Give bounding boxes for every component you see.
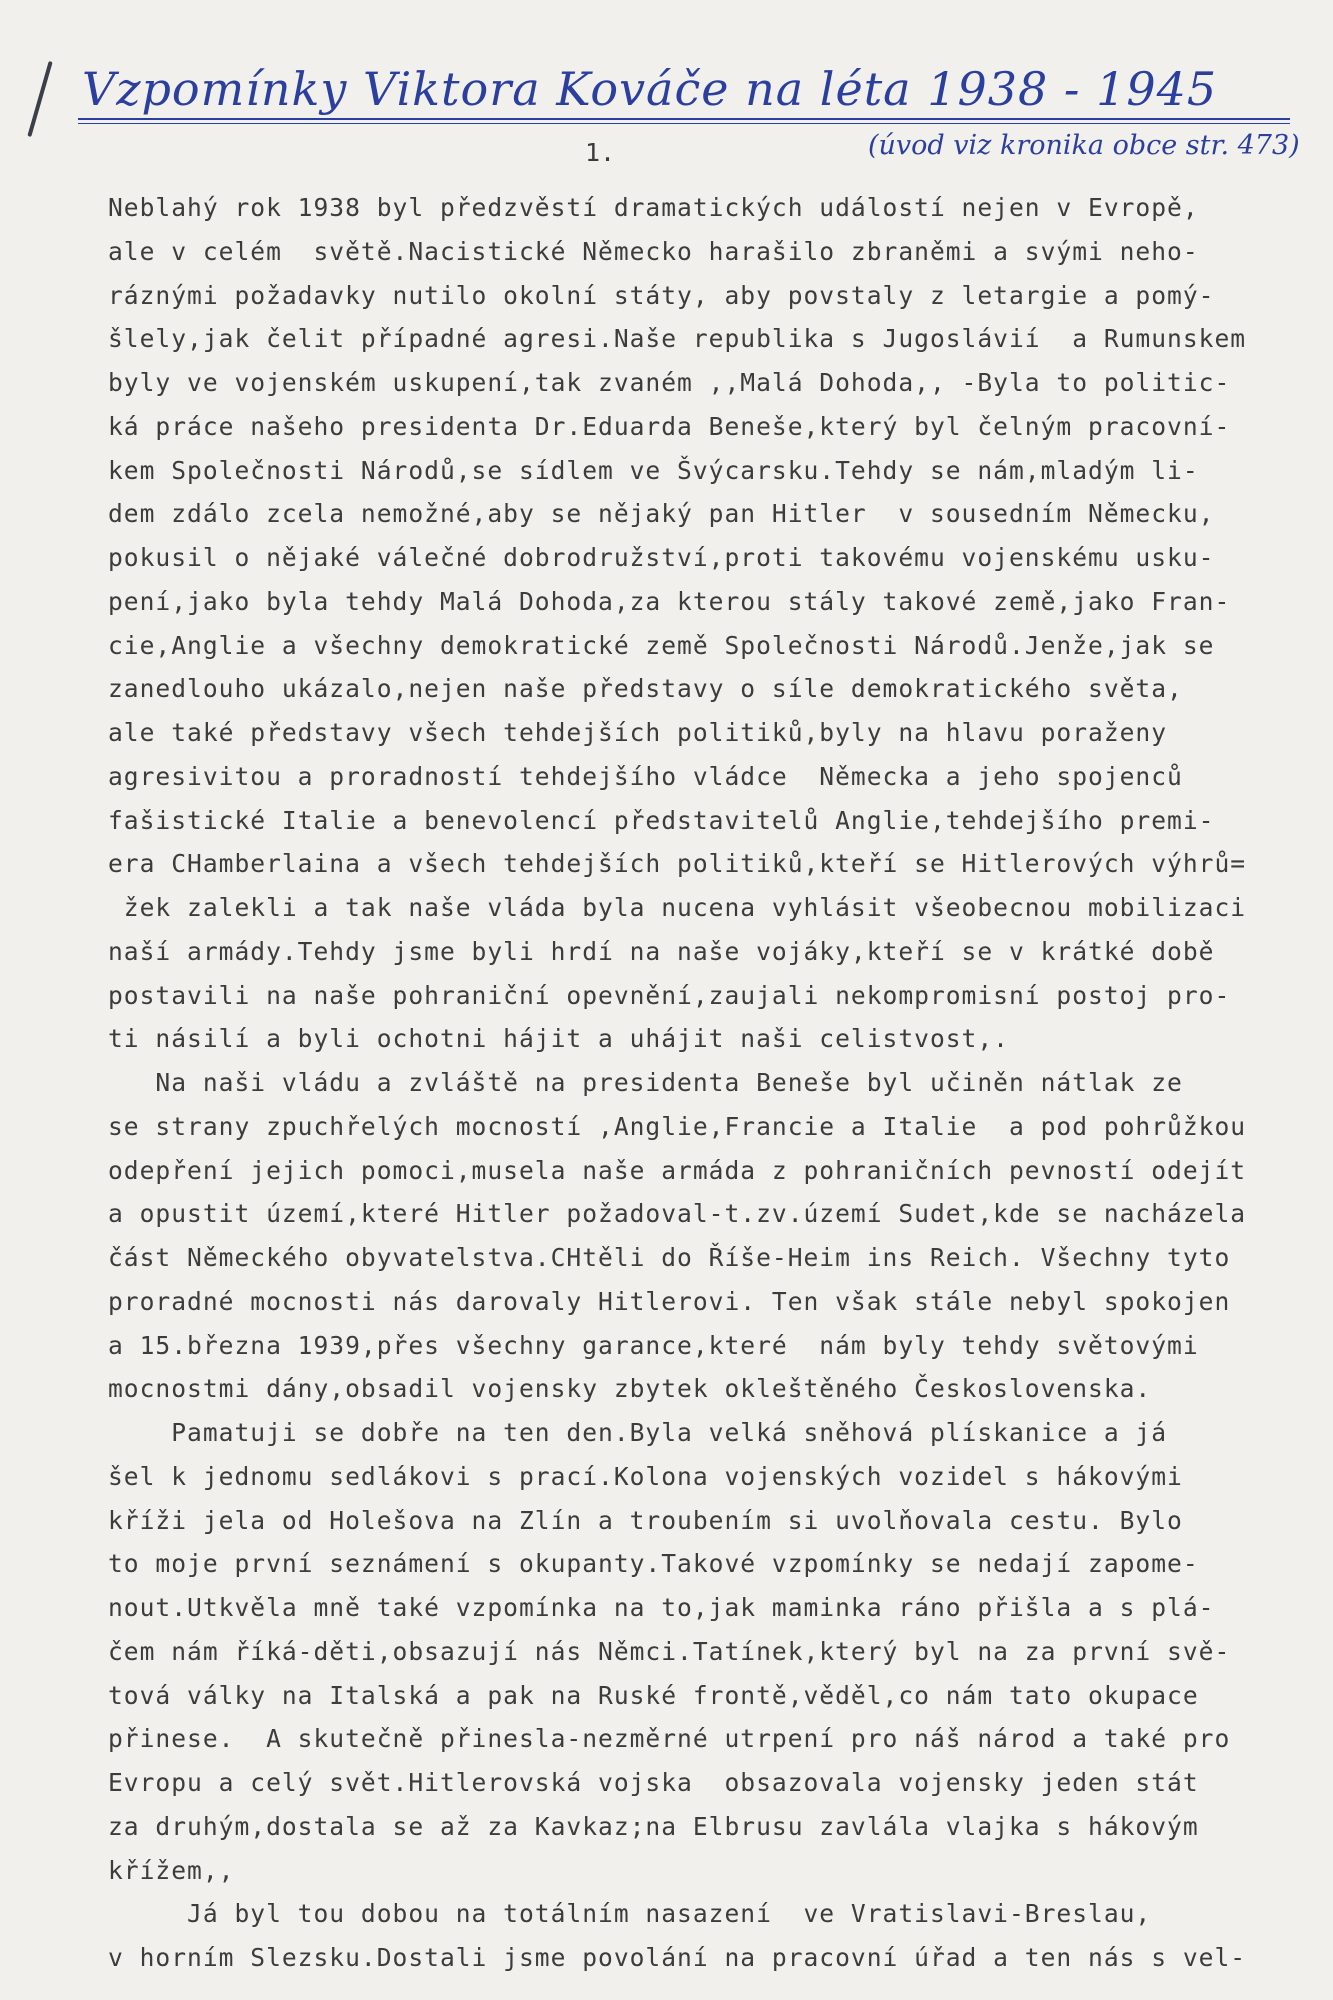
text-line: to moje první seznámení s okupanty.Takové vzpomínky se nedají zapome- (108, 1549, 1199, 1579)
text-line: šlely,jak čelit případné agresi.Naše republika s Jugoslávií a Rumunskem (108, 324, 1247, 354)
text-line: Já byl tou dobou na totálním nasazení ve Vratislavi-Breslau, (108, 1899, 1152, 1929)
text-line: se strany zpuchřelých mocností ,Anglie,Francie a Italie a pod pohrůžkou (108, 1111, 1247, 1141)
text-line: cie,Anglie a všechny demokratické země Společnosti Národů.Jenže,jak se (108, 630, 1215, 660)
text-line: proradné mocnosti nás darovaly Hitlerovi. Ten však stále nebyl spokojen (108, 1286, 1231, 1316)
text-line: čem nám říká-děti,obsazují nás Němci.Tatínek,který byl na za první svě- (108, 1636, 1231, 1666)
text-line: a opustit území,které Hitler požadoval-t.zv.území Sudet,kde se nacházela (108, 1199, 1247, 1229)
text-line: Neblahý rok 1938 byl předzvěstí dramatických událostí nejen v Evropě, (108, 193, 1199, 222)
text-line: naší armády.Tehdy jsme byli hrdí na naše vojáky,kteří se v krátké době (108, 936, 1215, 966)
text-line: Evropu a celý svět.Hitlerovská vojska obsazovala vojensky jeden stát (108, 1768, 1199, 1797)
text-line: nout.Utkvěla mně také vzpomínka na to,jak maminka ráno přišla a s plá- (108, 1593, 1215, 1622)
text-line: kem Společnosti Národů,se sídlem ve Švýcarsku.Tehdy se nám,mladým li- (108, 455, 1199, 485)
text-line: Na naši vládu a zvláště na presidenta Beneše byl učiněn nátlak ze (108, 1068, 1183, 1097)
text-line: byly ve vojenském uskupení,tak zvaném ,,Malá Dohoda,, -Byla to politic- (108, 368, 1231, 397)
handwritten-title: Vzpomínky Viktora Kováče na léta 1938 - 1945 (82, 62, 1218, 116)
typed-body-text (108, 186, 1318, 1980)
title-underline (78, 118, 1290, 120)
margin-pen-mark (27, 61, 52, 137)
text-line: zanedlouho ukázalo,nejen naše představy o síle demokratického světa, (108, 674, 1183, 704)
text-line: pokusil o nějaké válečné dobrodružství,proti takovému vojenskému usku- (108, 543, 1215, 572)
text-line: era CHamberlaina a všech tehdejších politiků,kteří se Hitlerových výhrů= (108, 849, 1247, 879)
text-line: kříži jela od Holešova na Zlín a troubením si uvolňovala cestu. Bylo (108, 1505, 1183, 1535)
text-line: ti násilí a byli ochotni hájit a uhájit naši celistvost,. (108, 1024, 1009, 1054)
text-line: agresivitou a proradností tehdejšího vládce Německa a jeho spojenců (108, 761, 1183, 791)
page-number: 1. (585, 138, 616, 167)
text-line: žek zalekli a tak naše vláda byla nucena vyhlásit všeobecnou mobilizaci (108, 893, 1247, 922)
text-line: Pamatuji se dobře na ten den.Byla velká sněhová plískanice a já (108, 1418, 1168, 1447)
handwritten-note: (úvod viz kronika obce str. 473) (868, 130, 1300, 161)
text-line: dem zdálo zcela nemožné,aby se nějaký pan Hitler v sousedním Německu, (108, 499, 1215, 529)
text-line: ale v celém světě.Nacistické Německo harašilo zbraněmi a svými neho- (108, 236, 1199, 266)
text-line: za druhým,dostala se až za Kavkaz;na Elbrusu zavlála vlajka s hákovým (108, 1811, 1199, 1841)
text-line: a 15.března 1939,přes všechny garance,které nám byly tehdy světovými (108, 1330, 1199, 1360)
text-line: ká práce našeho presidenta Dr.Eduarda Beneše,který byl čelným pracovní- (108, 411, 1231, 441)
text-line: ráznými požadavky nutilo okolní státy, aby povstaly z letargie a pomý- (108, 280, 1215, 310)
text-line: přinese. A skutečně přinesla-nezměrné utrpení pro náš národ a také pro (108, 1724, 1231, 1754)
text-line: v horním Slezsku.Dostali jsme povolání na pracovní úřad a ten nás s vel- (108, 1943, 1247, 1972)
text-line: pení,jako byla tehdy Malá Dohoda,za kterou stály takové země,jako Fran- (108, 586, 1231, 616)
text-line: šel k jednomu sedlákovi s prací.Kolona vojenských vozidel s hákovými (108, 1461, 1183, 1491)
text-line: odepření jejich pomoci,musela naše armáda z pohraničních pevností odejít (108, 1155, 1247, 1185)
text-line: fašistické Italie a benevolencí představitelů Anglie,tehdejšího premi- (108, 805, 1215, 835)
text-line: mocnostmi dány,obsadil vojensky zbytek okleštěného Československa. (108, 1374, 1152, 1404)
text-line: ale také představy všech tehdejších politiků,byly na hlavu poraženy (108, 718, 1168, 747)
text-line: tová války na Italská a pak na Ruské frontě,věděl,co nám tato okupace (108, 1680, 1199, 1710)
text-line: část Německého obyvatelstva.CHtěli do Říše-Heim ins Reich. Všechny tyto (108, 1243, 1231, 1272)
title-underline-second (78, 123, 1290, 124)
text-line: postavili na naše pohraniční opevnění,zaujali nekompromisní postoj pro- (108, 980, 1231, 1010)
text-line: křížem,, (108, 1855, 235, 1885)
